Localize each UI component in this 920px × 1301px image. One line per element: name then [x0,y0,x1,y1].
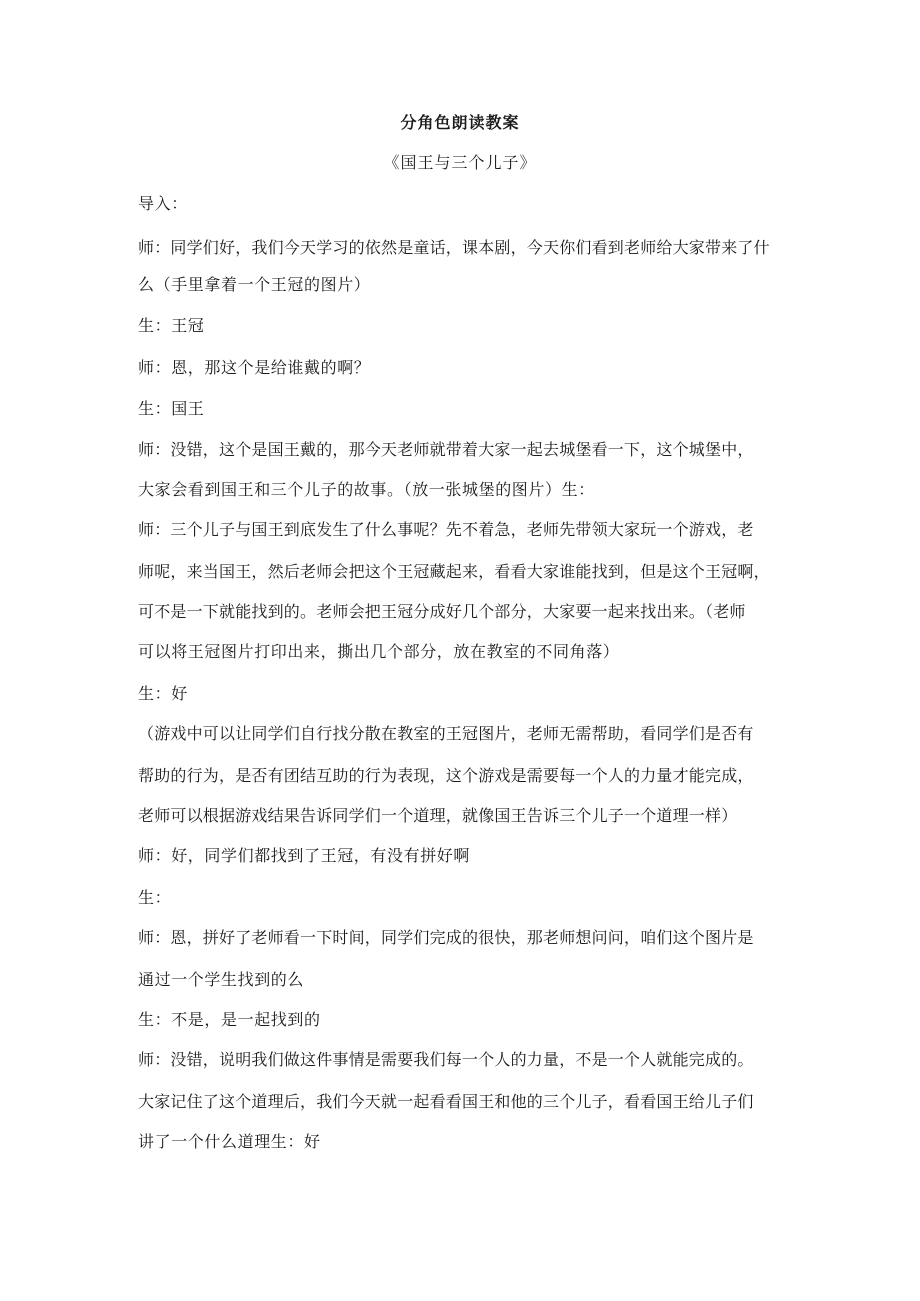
paragraph-line: 可以将王冠图片打印出来，撕出几个部分，放在教室的不同角落） [138,642,620,661]
paragraph-line: 么（手里拿着一个王冠的图片） [138,275,371,294]
paragraph-line: 老师可以根据游戏结果告诉同学们一个道理，就像国王告诉三个儿子一个道理一样） [138,806,738,825]
paragraph-line: 大家会看到国王和三个儿子的故事。（放一张城堡的图片）生： [138,480,595,499]
paragraph-line: 生：王冠 [138,316,205,335]
paragraph-line: 师：没错，这个是国王戴的，那今天老师就带着大家一起去城堡看一下，这个城堡中， [138,440,754,459]
paragraph-line: 帮助的行为，是否有团结互助的行为表现，这个游戏是需要每一个人的力量才能完成， [138,766,754,785]
paragraph-line: 师：恩，拼好了老师看一下时间，同学们完成的很快，那老师想问问，咱们这个图片是 [138,928,754,947]
paragraph-line: 大家记住了这个道理后，我们今天就一起看看国王和他的三个儿子，看看国王给儿子们 [138,1092,754,1111]
document-subtitle: 《国王与三个儿子》 [383,153,537,172]
document-title: 分角色朗读教案 [400,113,520,132]
paragraph-line: 生： [138,888,172,907]
paragraph-line: 师：同学们好，我们今天学习的依然是童话，课本剧，今天你们看到老师给大家带来了什 [138,238,770,257]
paragraph-line: 师：恩，那这个是给谁戴的啊？ [138,358,371,377]
paragraph-line: 通过一个学生找到的么 [138,970,305,989]
paragraph-line: 师：三个儿子与国王到底发生了什么事呢？先不着急，老师先带领大家玩一个游戏，老 [138,520,754,539]
paragraph-line: 师：没错，说明我们做这件事情是需要我们每一个人的力量，不是一个人就能完成的。 [138,1050,754,1069]
paragraph-line: （游戏中可以让同学们自行找分散在教室的王冠图片，老师无需帮助，看同学们是否有 [138,724,754,743]
paragraph-line: 生：国王 [138,399,205,418]
paragraph-line: 可不是一下就能找到的。老师会把王冠分成好几个部分，大家要一起来找出来。（老师 [138,602,746,621]
paragraph-line: 生：好 [138,684,188,703]
paragraph-line: 师呢，来当国王，然后老师会把这个王冠藏起来，看看大家谁能找到，但是这个王冠啊， [138,562,770,581]
paragraph-line: 讲了一个什么道理生：好 [138,1132,321,1151]
paragraph-line: 导入： [138,194,188,213]
paragraph-line: 生：不是，是一起找到的 [138,1010,321,1029]
paragraph-line: 师：好，同学们都找到了王冠，有没有拼好啊 [138,846,471,865]
